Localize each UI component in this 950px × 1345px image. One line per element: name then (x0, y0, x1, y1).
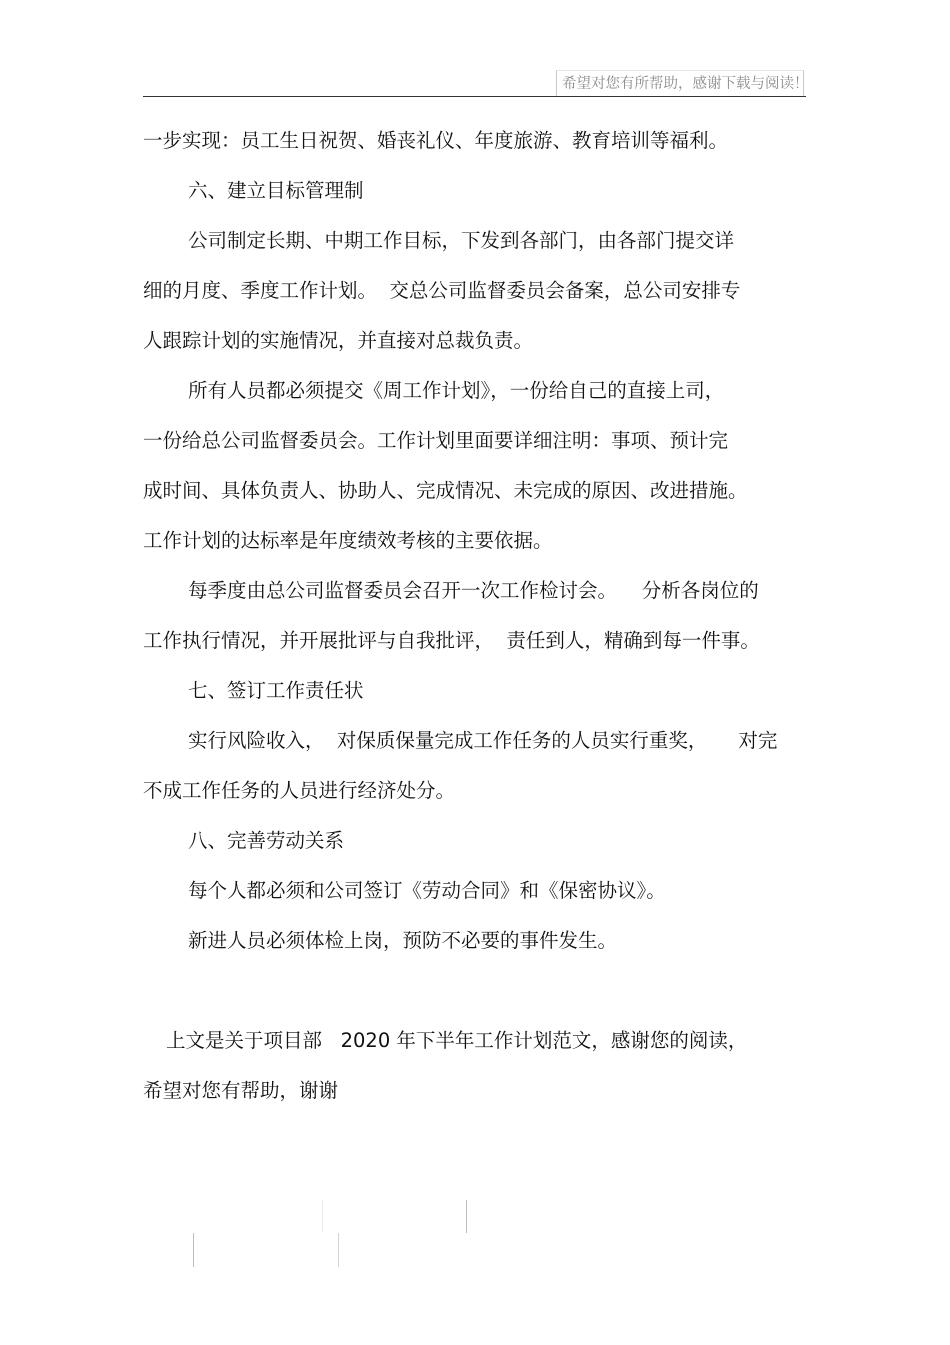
header-rule (143, 96, 806, 97)
decorative-divider (466, 1200, 467, 1233)
body-line: 每个人都必须和公司签订《劳动合同》和《保密协议》。 (188, 879, 666, 902)
body-line: 工作执行情况，并开展批评与自我批评， 责任到人，精确到每一件事。 (143, 629, 760, 652)
section-heading-eight: 八、完善劳动关系 (188, 829, 345, 852)
section-heading-seven: 七、签订工作责任状 (188, 679, 364, 702)
decorative-divider (193, 1233, 194, 1267)
body-line: 每季度由总公司监督委员会召开一次工作检讨会。 分析各岗位的 (188, 579, 759, 602)
body-line: 公司制定长期、中期工作目标，下发到各部门，由各部门提交详 (188, 229, 735, 252)
body-line: 成时间、具体负责人、协助人、完成情况、未完成的原因、改进措施。 (143, 479, 748, 502)
body-line: 所有人员都必须提交《周工作计划》，一份给自己的直接上司， (188, 379, 725, 402)
body-line: 实行风险收入， 对保质保量完成工作任务的人员实行重奖， 对完 (188, 729, 778, 752)
body-line: 细的月度、季度工作计划。 交总公司监督委员会备案，总公司安排专 (143, 279, 741, 302)
header-text: 希望对您有所帮助，感谢下载与阅读！ (562, 76, 809, 92)
body-line: 人跟踪计划的实施情况，并直接对总裁负责。 (143, 329, 534, 352)
decorative-divider (322, 1200, 323, 1232)
body-line: 工作计划的达标率是年度绩效考核的主要依据。 (143, 529, 553, 552)
section-heading-six: 六、建立目标管理制 (188, 179, 364, 202)
decorative-divider (338, 1233, 339, 1267)
closing-line: 上文是关于项目部 2020 年下半年工作计划范文，感谢您的阅读， (166, 1029, 748, 1052)
closing-line: 希望对您有帮助，谢谢 (143, 1079, 339, 1102)
body-line: 一份给总公司监督委员会。工作计划里面要详细注明：事项、预计完 (143, 429, 729, 452)
body-line: 不成工作任务的人员进行经济处分。 (143, 779, 456, 802)
body-line: 一步实现：员工生日祝贺、婚丧礼仪、年度旅游、教育培训等福利。 (143, 129, 729, 152)
body-line: 新进人员必须体检上岗，预防不必要的事件发生。 (188, 929, 618, 952)
